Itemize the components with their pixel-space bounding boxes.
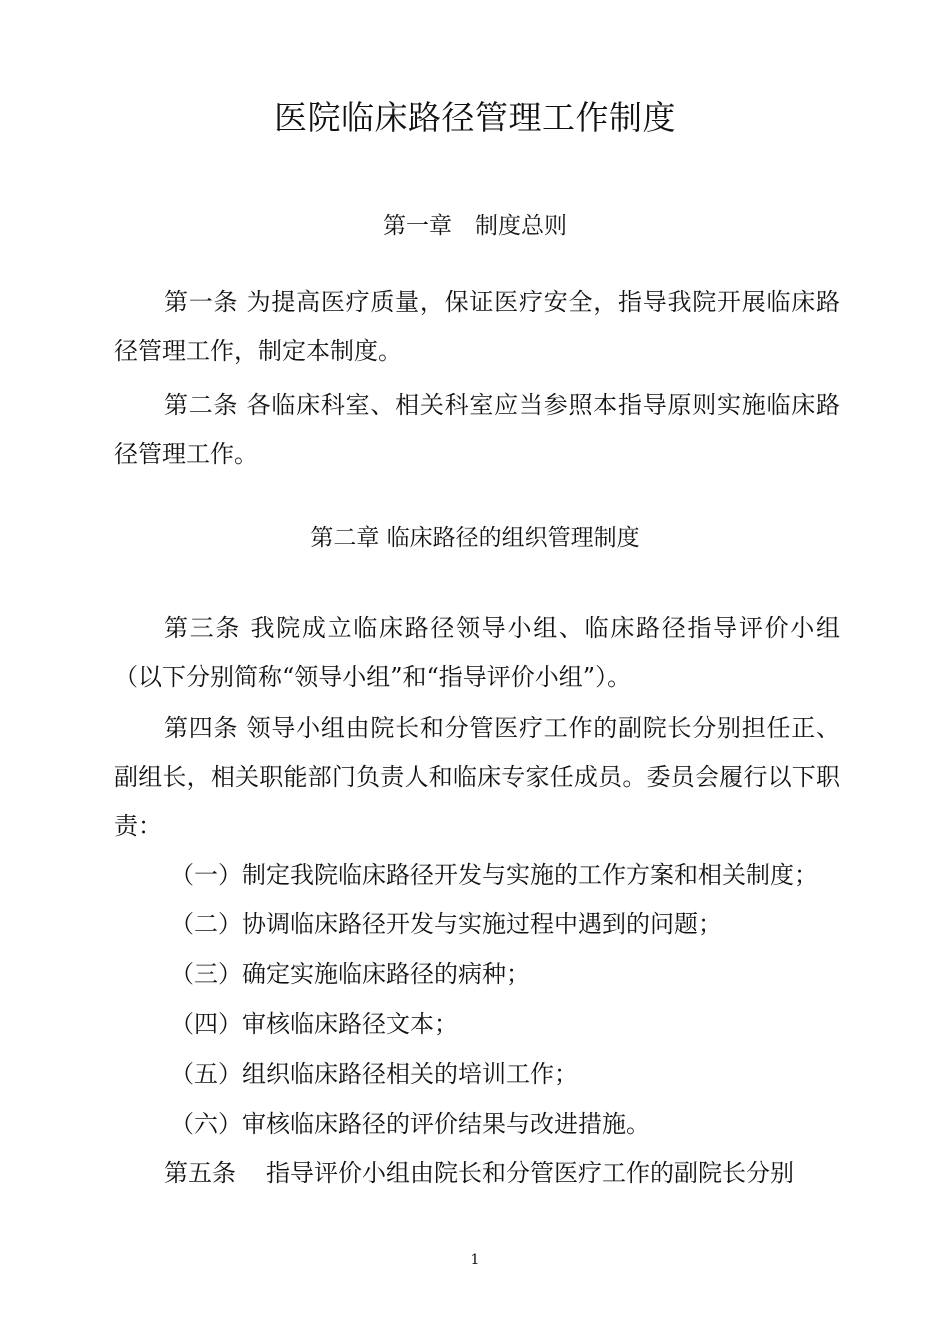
article-5-label: 第五条	[164, 1159, 236, 1187]
article-5-text: 指导评价小组由院长和分管医疗工作的副院长分别	[266, 1159, 794, 1187]
article-1-paragraph: 第一条 为提高医疗质量，保证医疗安全，指导我院开展临床路径管理工作，制定本制度。	[114, 288, 840, 365]
duty-list-item: （四）审核临床路径文本；	[170, 1010, 458, 1038]
article-3-paragraph: 第三条 我院成立临床路径领导小组、临床路径指导评价小组（以下分别简称“领导小组”和“指导评价小组”）。	[114, 614, 840, 691]
article-2-paragraph: 第二条 各临床科室、相关科室应当参照本指导原则实施临床路径管理工作。	[114, 391, 840, 468]
page-number: 1	[470, 1252, 480, 1268]
chapter-heading-2: 第二章 临床路径的组织管理制度	[310, 525, 640, 551]
duty-list-item: （二）协调临床路径开发与实施过程中遇到的问题；	[170, 910, 722, 938]
chapter-heading-1: 第一章 制度总则	[383, 213, 567, 239]
duty-list-item: （三）确定实施临床路径的病种；	[170, 960, 530, 988]
duty-list-item: （五）组织临床路径相关的培训工作；	[170, 1060, 578, 1088]
document-title: 医院临床路径管理工作制度	[274, 98, 676, 137]
duty-list-item: （六）审核临床路径的评价结果与改进措施。	[170, 1110, 650, 1138]
duty-list-item: （一）制定我院临床路径开发与实施的工作方案和相关制度；	[170, 861, 818, 889]
article-5-paragraph	[164, 1156, 844, 1190]
article-4-paragraph: 第四条 领导小组由院长和分管医疗工作的副院长分别担任正、副组长，相关职能部门负责人和临床专家任成员。委员会履行以下职责：	[114, 714, 840, 840]
